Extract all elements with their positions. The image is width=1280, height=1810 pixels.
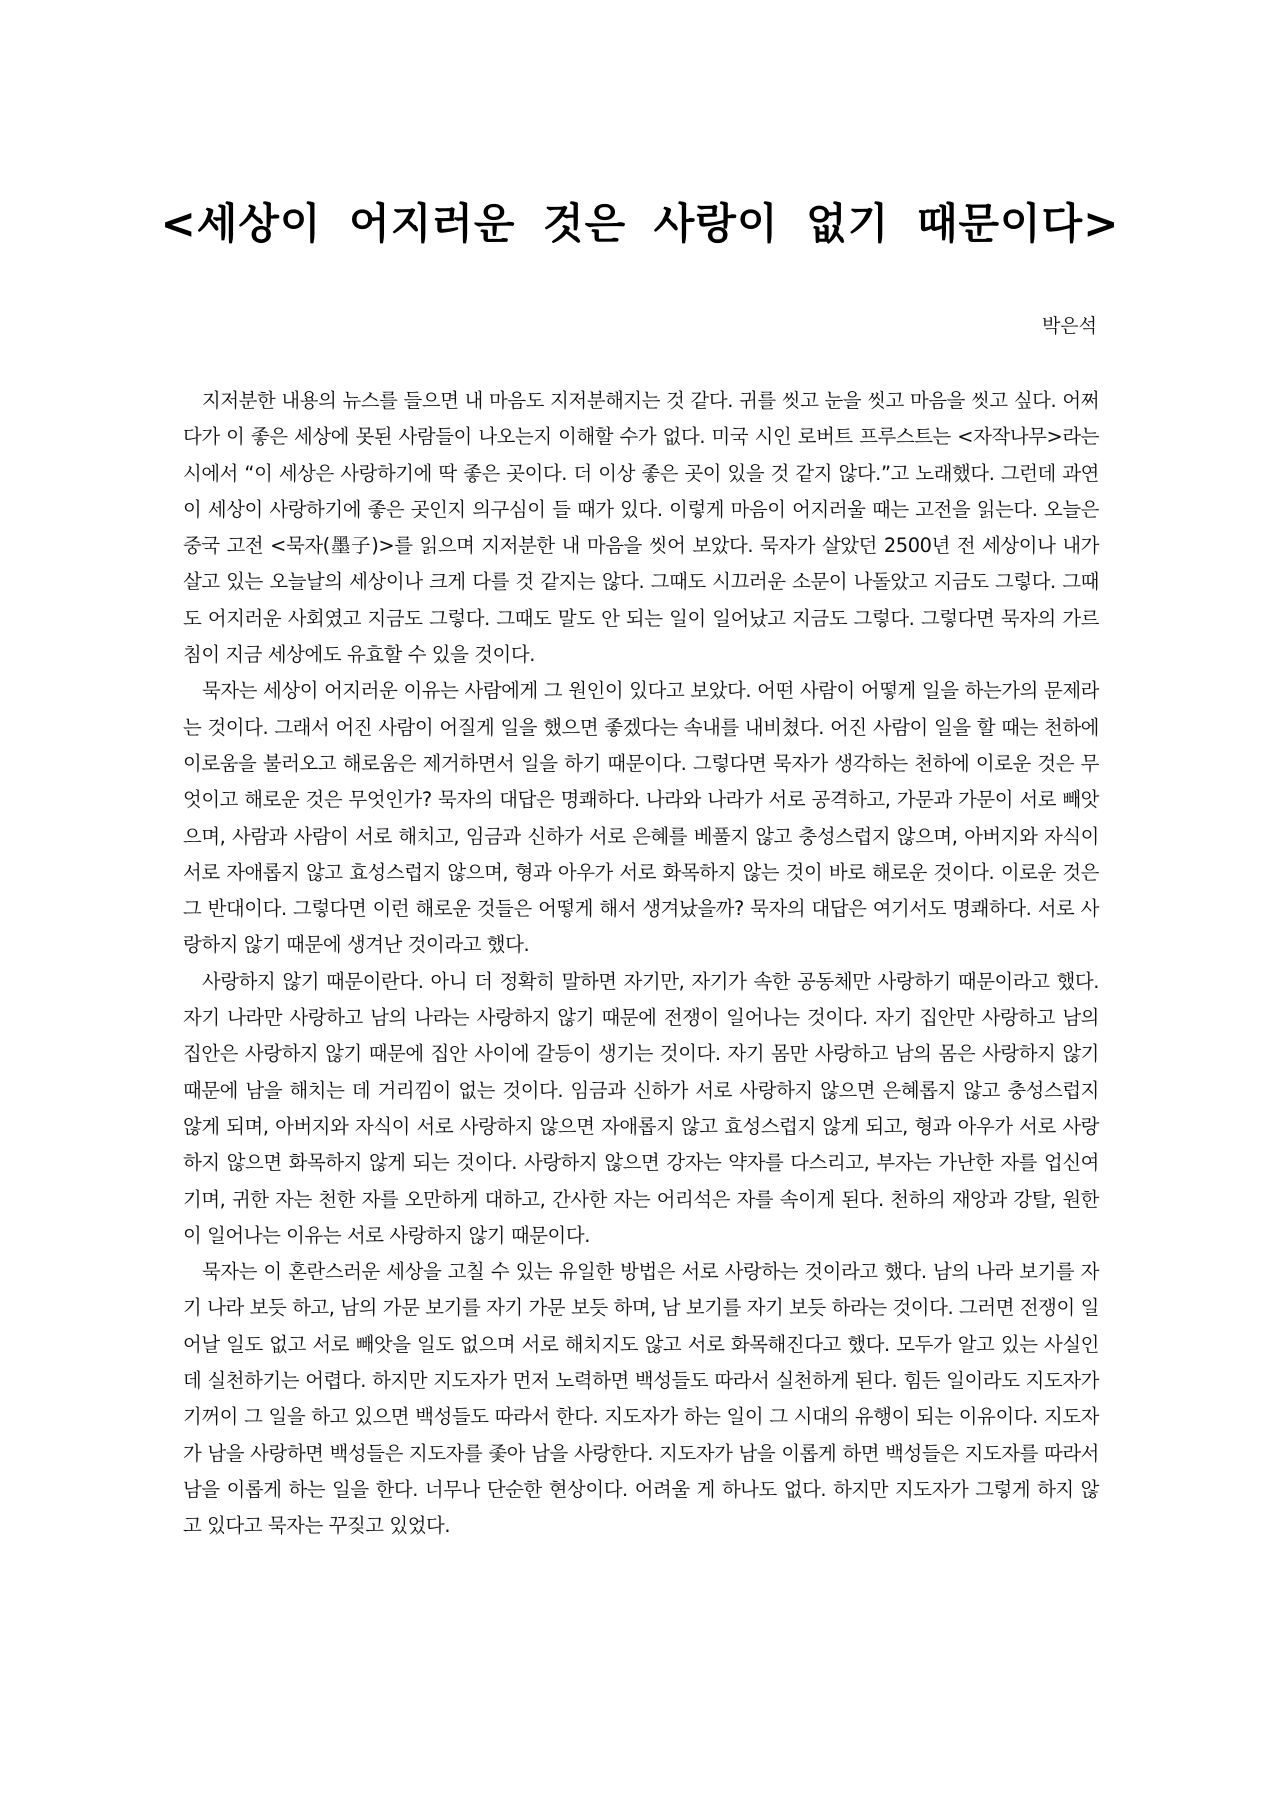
paragraph-2: 묵자는 세상이 어지러운 이유는 사람에게 그 원인이 있다고 보았다. 어떤 사람이 어떻게 일을 하는가의 문제라는 것이다. 그래서 어진 사람이 어질게 일을 했으면 좋겠다는 속내를 내비쳤다. 어진 사람이 일을 할 때는 천하에 이로움을 불러오고 해로움은 제거하면서 일을 하기 때문이다. 그렇다면 묵자가 생각하는 천하에 이로운 것은 무엇이고 해로운 것은 무엇인가? 묵자의 대답은 명쾌하다. 나라와 나라가 서로 공격하고, 가문과 가문이 서로 빼앗으며, 사람과 사람이 서로 해치고, 임금과 신하가 서로 은혜를 베풀지 않고 충성스럽지 않으며, 아버지와 자식이 서로 자애롭지 않고 효성스럽지 않으며, 형과 아우가 서로 화목하지 않는 것이 바로 해로운 것이다. 이로운 것은 그 반대이다. 그렇다면 이런 해로운 것들은 어떻게 해서 생겨났을까? 묵자의 대답은 여기서도 명쾌하다. 서로 사랑하지 않기 때문에 생겨난 것이라고 했다. [183, 679, 1099, 957]
document-body [183, 383, 1099, 1545]
author-name: 박은석 [1041, 315, 1097, 337]
paragraph-4: 묵자는 이 혼란스러운 세상을 고칠 수 있는 유일한 방법은 서로 사랑하는 것이라고 했다. 남의 나라 보기를 자기 나라 보듯 하고, 남의 가문 보기를 자기 가문 보듯 하며, 남 보기를 자기 보듯 하라는 것이다. 그러면 전쟁이 일어날 일도 없고 서로 빼앗을 일도 없으며 서로 해치지도 않고 서로 화목해진다고 했다. 모두가 알고 있는 사실인데 실천하기는 어렵다. 하지만 지도자가 먼저 노력하면 백성들도 따라서 실천하게 된다. 힘든 일이라도 지도자가 기꺼이 그 일을 하고 있으면 백성들도 따라서 한다. 지도자가 하는 일이 그 시대의 유행이 되는 이유이다. 지도자가 남을 사랑하면 백성들은 지도자를 좇아 남을 사랑한다. 지도자가 남을 이롭게 하면 백성들은 지도자를 따라서 남을 이롭게 하는 일을 한다. 너무나 단순한 현상이다. 어려울 게 하나도 없다. 하지만 지도자가 그렇게 하지 않고 있다고 묵자는 꾸짖고 있었다. [183, 1260, 1099, 1538]
document-title: <세상이 어지러운 것은 사랑이 없기 때문이다> [160, 199, 1120, 248]
paragraph-1: 지저분한 내용의 뉴스를 들으면 내 마음도 지저분해지는 것 같다. 귀를 씻고 눈을 씻고 마음을 씻고 싶다. 어쩌다가 이 좋은 세상에 못된 사람들이 나오는지 이해할 수가 없다. 미국 시인 로버트 프루스트는 <자작나무>라는 시에서 “이 세상은 사랑하기에 딱 좋은 곳이다. 더 이상 좋은 곳이 있을 것 같지 않다.”고 노래했다. 그런데 과연 이 세상이 사랑하기에 좋은 곳인지 의구심이 들 때가 있다. 이렇게 마음이 어지러울 때는 고전을 읽는다. 오늘은 중국 고전 <묵자(墨子)>를 읽으며 지저분한 내 마음을 씻어 보았다. 묵자가 살았던 2500년 전 세상이나 내가 살고 있는 오늘날의 세상이나 크게 다를 것 같지는 않다. 그때도 시끄러운 소문이 나돌았고 지금도 그렇다. 그때도 어지러운 사회였고 지금도 그렇다. 그때도 말도 안 되는 일이 일어났고 지금도 그렇다. 그렇다면 묵자의 가르침이 지금 세상에도 유효할 수 있을 것이다. [183, 389, 1099, 667]
paragraph-3: 사랑하지 않기 때문이란다. 아니 더 정확히 말하면 자기만, 자기가 속한 공동체만 사랑하기 때문이라고 했다. 자기 나라만 사랑하고 남의 나라는 사랑하지 않기 때문에 전쟁이 일어나는 것이다. 자기 집안만 사랑하고 남의 집안은 사랑하지 않기 때문에 집안 사이에 갈등이 생기는 것이다. 자기 몸만 사랑하고 남의 몸은 사랑하지 않기 때문에 남을 해치는 데 거리낌이 없는 것이다. 임금과 신하가 서로 사랑하지 않으면 은혜롭지 않고 충성스럽지 않게 되며, 아버지와 자식이 서로 사랑하지 않으면 자애롭지 않고 효성스럽지 않게 되고, 형과 아우가 서로 사랑하지 않으면 화목하지 않게 되는 것이다. 사랑하지 않으면 강자는 약자를 다스리고, 부자는 가난한 자를 업신여기며, 귀한 자는 천한 자를 오만하게 대하고, 간사한 자는 어리석은 자를 속이게 된다. 천하의 재앙과 강탈, 원한이 일어나는 이유는 서로 사랑하지 않기 때문이다. [183, 969, 1099, 1247]
